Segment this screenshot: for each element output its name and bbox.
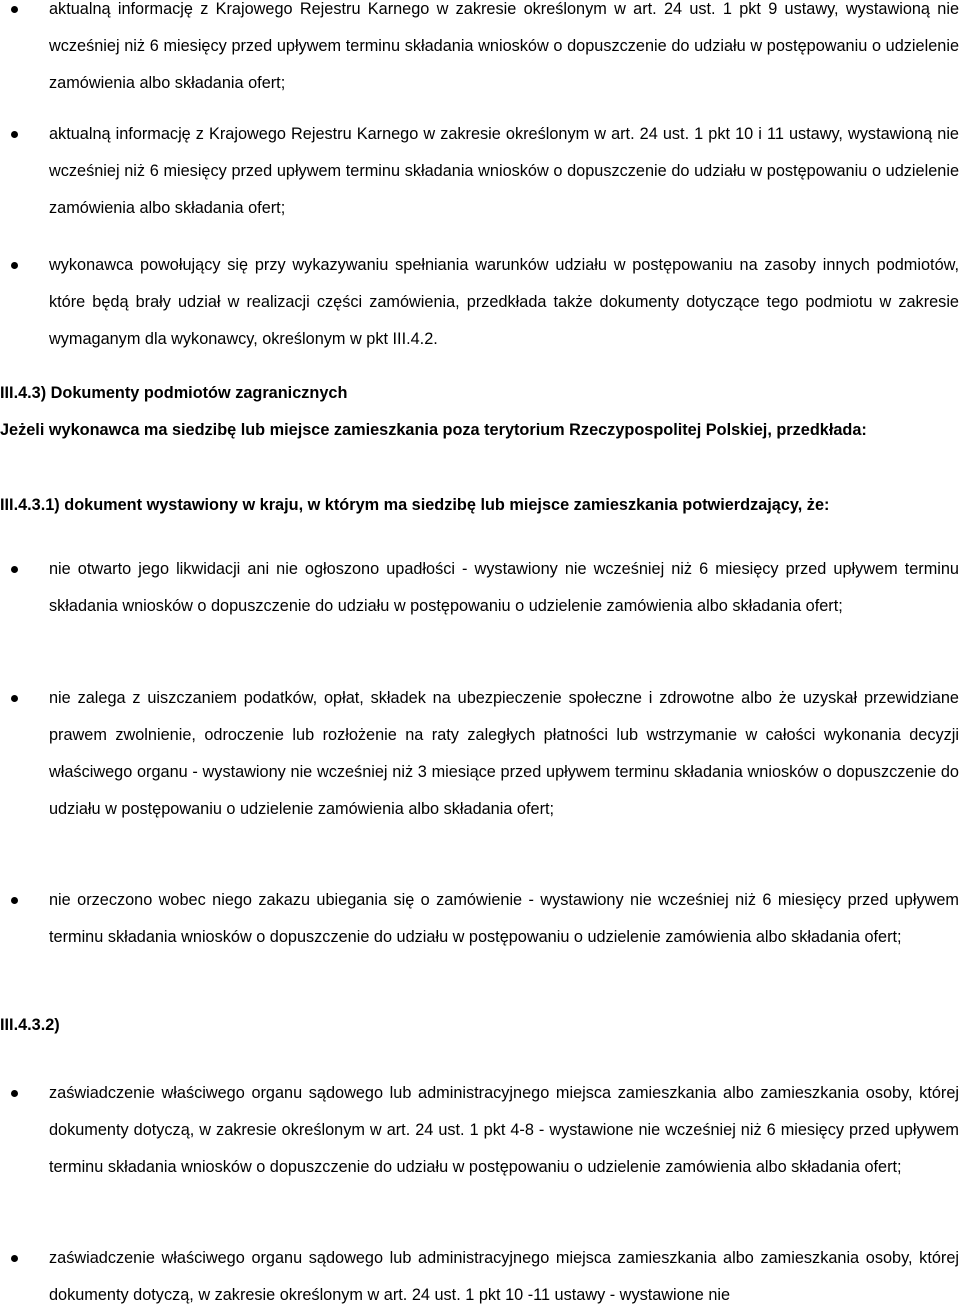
bullet-icon [11,1255,18,1262]
section-heading: III.4.3) Dokumenty podmiotów zagranicznych [0,384,348,402]
subsection-heading: III.4.3.1) dokument wystawiony w kraju, w którym ma siedzibę lub miejsce zamieszkania potwierdzający, że: [0,496,830,514]
bullet-icon [11,566,18,573]
bullet-icon [11,131,18,138]
subsection-heading: III.4.3.2) [0,1016,60,1034]
list-item-text: nie orzeczono wobec niego zakazu ubiegania się o zamówienie - wystawiony nie wcześniej niż 6 miesięcy przed upływem terminu składania wniosków o dopuszczenie do udziału w postępowaniu o udzielenie zamówienia albo składania ofert; [49,891,959,946]
bullet-icon [11,897,18,904]
list-item-text: wykonawca powołujący się przy wykazywaniu spełniania warunków udziału w postępowaniu na zasoby innych podmiotów, które będą brały udział w realizacji części zamówienia, przedkłada także dokumenty dotyczące tego podmiotu w zakresie wymaganym dla wykonawcy, określonym w pkt III.4.2. [49,256,959,348]
list-item-text: aktualną informację z Krajowego Rejestru Karnego w zakresie określonym w art. 24 ust. 1 pkt 10 i 11 ustawy, wystawioną nie wcześniej niż 6 miesięcy przed upływem terminu składania wniosków o dopuszczenie do udziału w postępowaniu o udzielenie zamówienia albo składania ofert; [49,125,959,217]
list-item-text: nie zalega z uiszczaniem podatków, opłat, składek na ubezpieczenie społeczne i zdrowotne albo że uzyskał przewidziane prawem zwolnienie, odroczenie lub rozłożenie na raty zaległych płatności lub wstrzymanie w całości wykonania decyzji właściwego organu - wystawiony nie wcześniej niż 3 miesiące przed upływem terminu składania wniosków o dopuszczenie do udziału w postępowaniu o udzielenie zamówienia albo składania ofert; [49,689,959,818]
bullet-icon [11,262,18,269]
list-item-text: aktualną informację z Krajowego Rejestru Karnego w zakresie określonym w art. 24 ust. 1 pkt 9 ustawy, wystawioną nie wcześniej niż 6 miesięcy przed upływem terminu składania wniosków o dopuszczenie do udziału w postępowaniu o udzielenie zamówienia albo składania ofert; [49,0,959,92]
list-item-text: zaświadczenie właściwego organu sądowego lub administracyjnego miejsca zamieszkania albo zamieszkania osoby, której dokumenty dotyczą, w zakresie określonym w art. 24 ust. 1 pkt 10 -11 ustawy - wystawione nie [49,1249,959,1304]
list-item-text: nie otwarto jego likwidacji ani nie ogłoszono upadłości - wystawiony nie wcześniej niż 6 miesięcy przed upływem terminu składania wniosków o dopuszczenie do udziału w postępowaniu o udzielenie zamówienia albo składania ofert; [49,560,959,615]
list-item-text: zaświadczenie właściwego organu sądowego lub administracyjnego miejsca zamieszkania albo zamieszkania osoby, której dokumenty dotyczą, w zakresie określonym w art. 24 ust. 1 pkt 4-8 - wystawione nie wcześniej niż 6 miesięcy przed upływem terminu składania wniosków o dopuszczenie do udziału w postępowaniu o udzielenie zamówienia albo składania ofert; [49,1084,959,1176]
bullet-icon [11,695,18,702]
bullet-icon [11,1090,18,1097]
bullet-icon [11,6,18,13]
section-intro: Jeżeli wykonawca ma siedzibę lub miejsce zamieszkania poza terytorium Rzeczypospolitej Polskiej, przedkłada: [0,421,867,439]
